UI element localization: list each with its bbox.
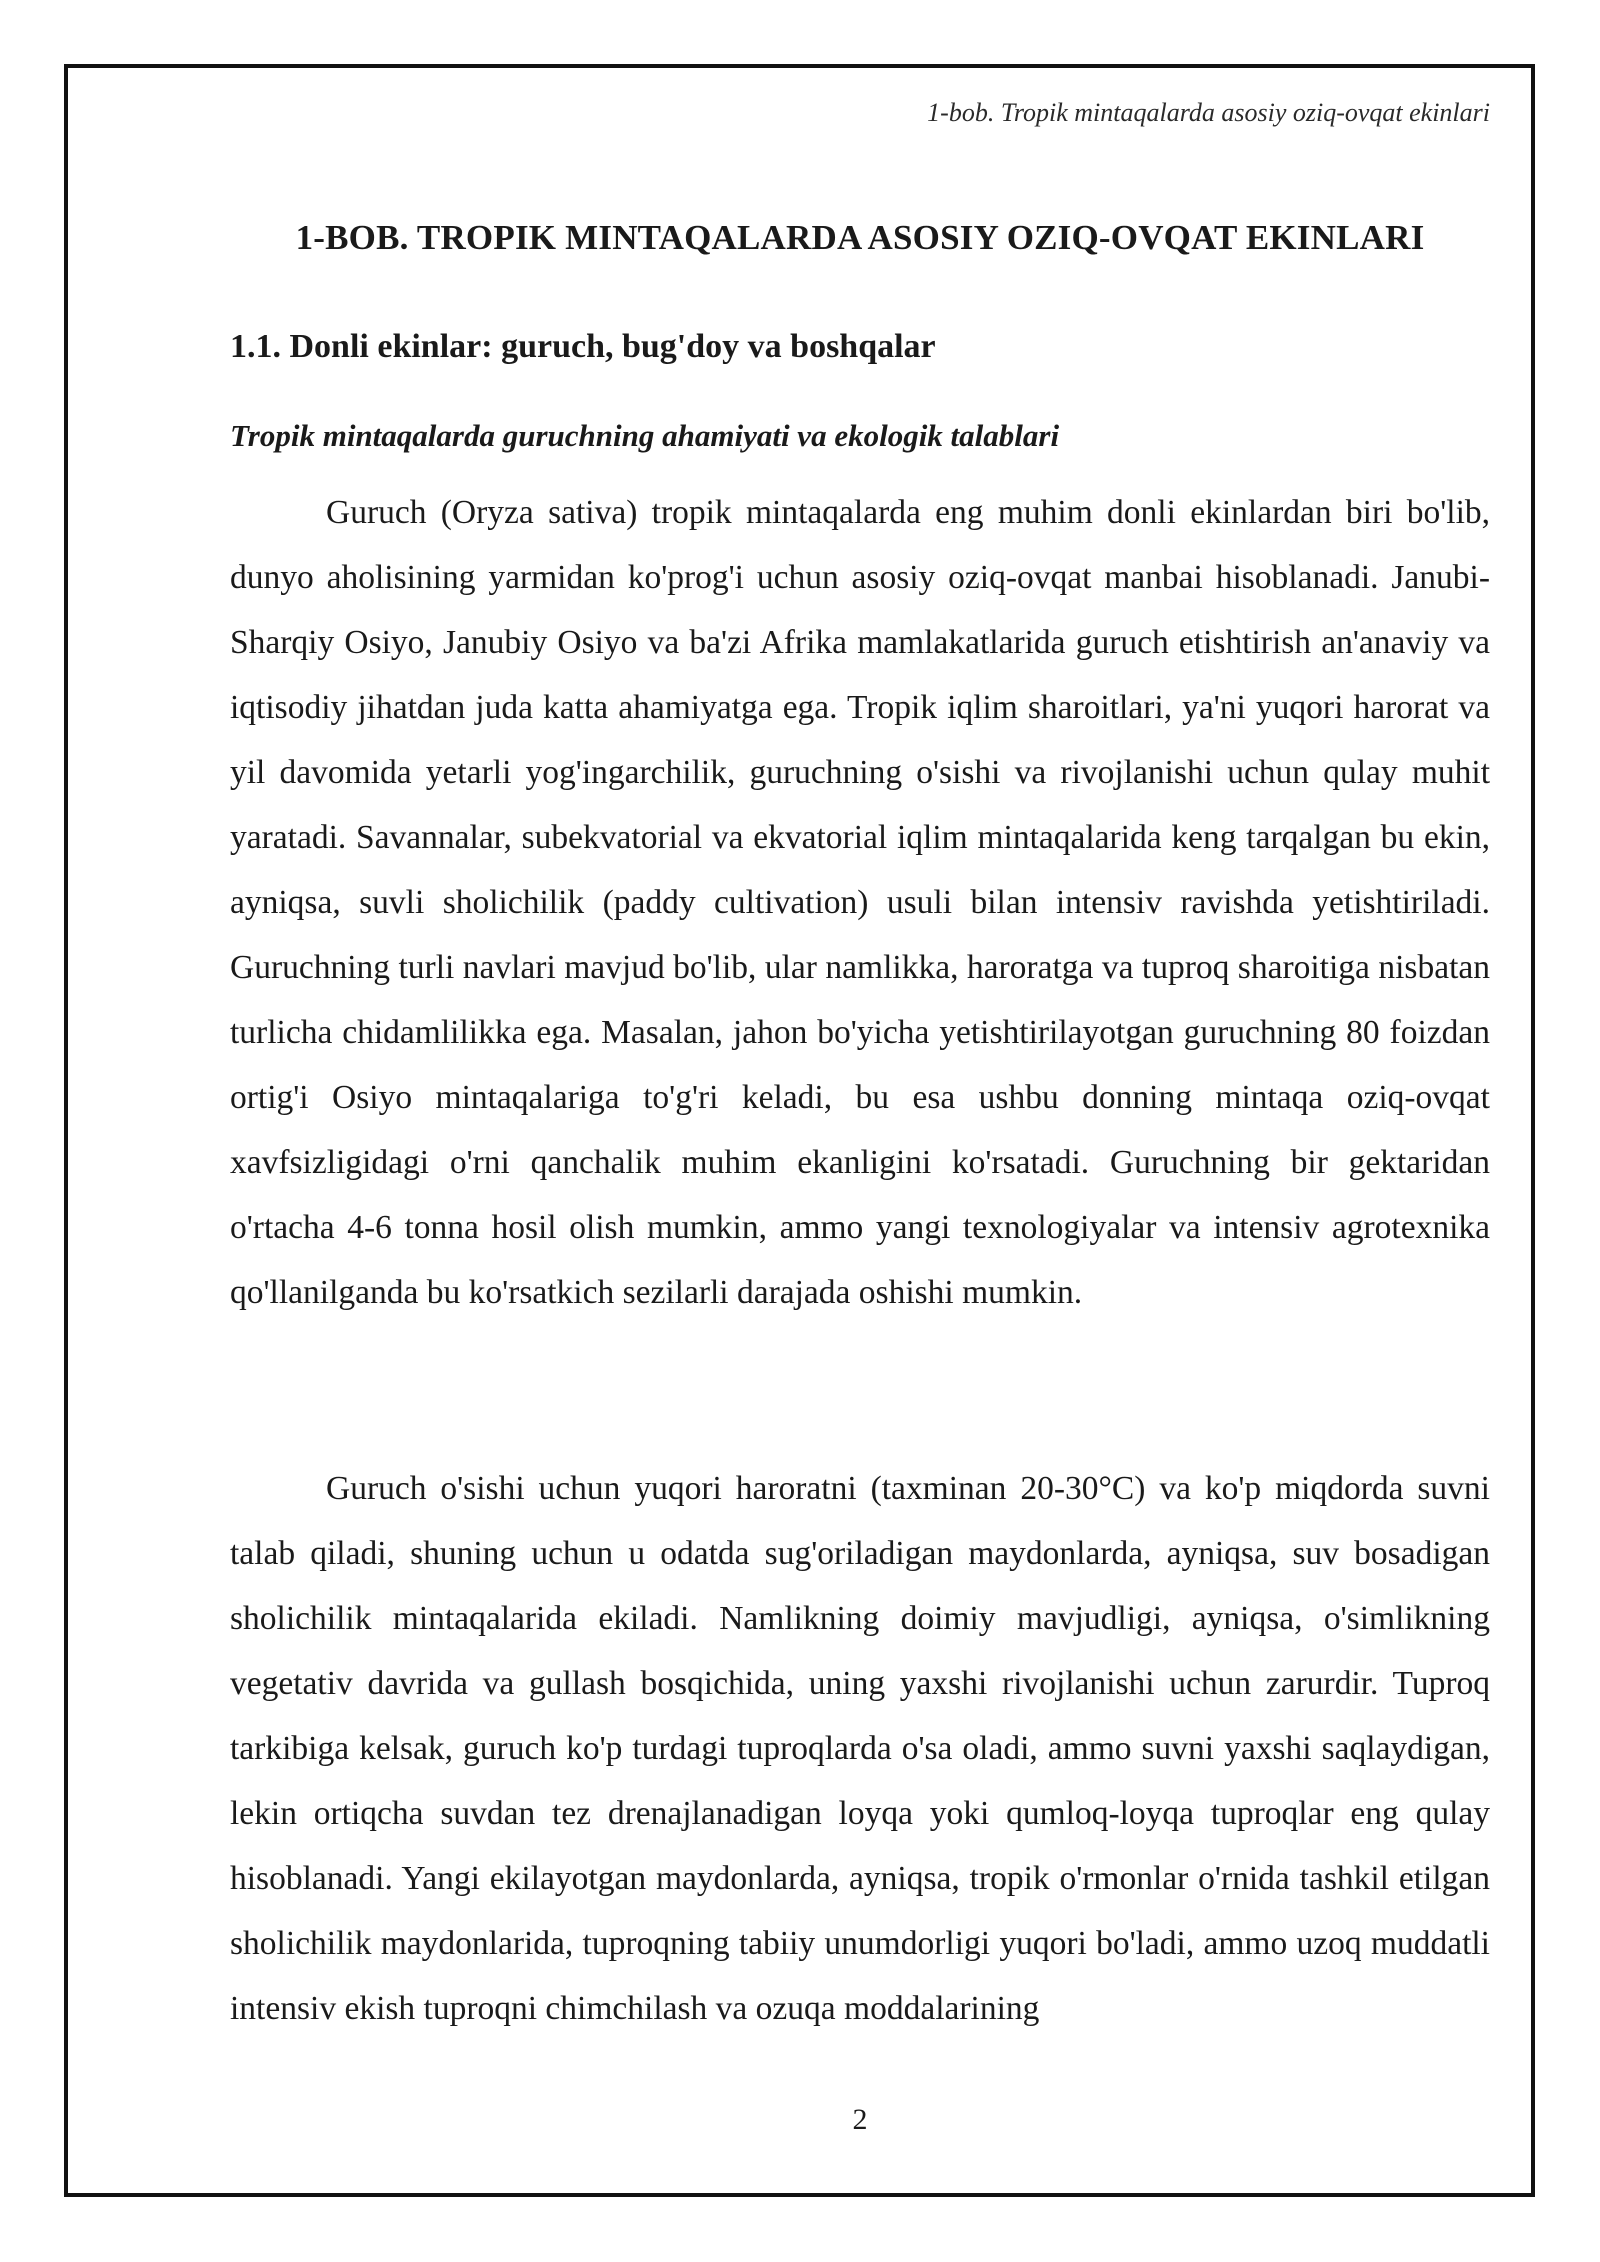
subsection-title: Tropik mintaqalarda guruchning ahamiyati va ekologik talablari bbox=[230, 418, 1060, 453]
paragraph-text: Guruch o'sishi uchun yuqori haroratni (taxminan 20-30°C) va ko'p miqdorda suvni talab qiladi, shuning uchun u odatda sug'oriladigan maydonlarda, ayniqsa, suv bosadigan sholichilik mintaqalarida ekiladi. Namlikning doimiy mavjudligi, ayniqsa, o'simlikning vegetativ davrida va gullash bosqichida, uning yaxshi rivojlanishi uchun zarurdir. Tuproq tarkibiga kelsak, guruch ko'p turdagi tuproqlarda o'sa oladi, ammo suvni yaxshi saqlaydigan, lekin ortiqcha suvdan tez drenajlanadigan loyqa yoki qumloq-loyqa tuproqlar eng qulay hisoblanadi. Yangi ekilayotgan maydonlarda, ayniqsa, tropik o'rmonlar o'rnida tashkil etilgan sholichilik maydonlarida, tuproqning tabiiy unumdorligi yuqori bo'ladi, ammo uzoq muddatli intensiv ekish tuproqni chimchilash va ozuqa moddalarining bbox=[230, 1470, 1490, 2027]
chapter-title: 1-BOB. TROPIK MINTAQALARDA ASOSIY OZIQ-OVQAT EKINLARI bbox=[295, 218, 1425, 257]
running-header: 1-bob. Tropik mintaqalarda asosiy oziq-ovqat ekinlari bbox=[927, 98, 1490, 127]
paragraph-text: Guruch (Oryza sativa) tropik mintaqalarda eng muhim donli ekinlardan biri bo'lib, dunyo aholisining yarmidan ko'prog'i uchun asosiy oziq-ovqat manbai hisoblanadi. Janubi-Sharqiy Osiyo, Janubiy Osiyo va ba'zi Afrika mamlakatlarida guruch etishtirish an'anaviy va iqtisodiy jihatdan juda katta ahamiyatga ega. Tropik iqlim sharoitlari, ya'ni yuqori harorat va yil davomida yetarli yog'ingarchilik, guruchning o'sishi va rivojlanishi uchun qulay muhit yaratadi. Savannalar, subekvatorial va ekvatorial iqlim mintaqalarida keng tarqalgan bu ekin, ayniqsa, suvli sholichilik (paddy cultivation) usuli bilan intensiv ravishda yetishtiriladi. Guruchning turli navlari mavjud bo'lib, ular namlikka, haroratga va tuproq sharoitiga nisbatan turlicha chidamlilikka ega. Masalan, jahon bo'yicha yetishtirilayotgan guruchning 80 foizdan ortig'i Osiyo mintaqalariga to'g'ri keladi, bu esa ushbu donning mintaqa oziq-ovqat xavfsizligidagi o'rni qanchalik muhim ekanligini ko'rsatadi. Guruchning bir gektaridan o'rtacha 4-6 tonna hosil olish mumkin, ammo yangi texnologiyalar va intensiv agrotexnika qo'llanilganda bu ko'rsatkich sezilarli darajada oshishi mumkin. bbox=[230, 494, 1490, 1311]
body-paragraph-2 bbox=[230, 1456, 1490, 2041]
page-number: 2 bbox=[852, 2103, 868, 2136]
section-title: 1.1. Donli ekinlar: guruch, bug'doy va boshqalar bbox=[230, 328, 936, 365]
body-paragraph-1 bbox=[230, 480, 1490, 1325]
